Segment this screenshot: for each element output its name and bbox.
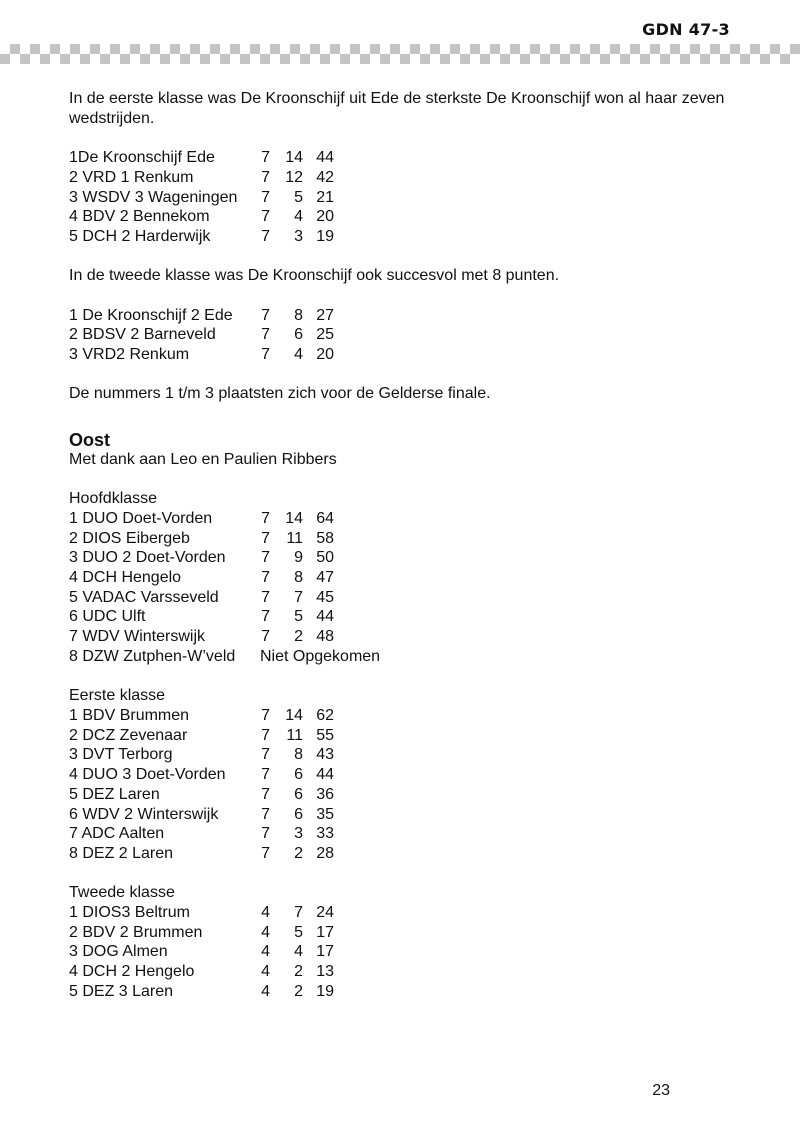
team-name: 6 UDC Ulft — [69, 608, 146, 626]
score: 55 — [316, 726, 334, 744]
table-row — [69, 824, 334, 844]
table-row — [69, 706, 334, 726]
points: 3 — [294, 227, 303, 245]
matches-played: 7 — [261, 706, 270, 724]
table-row — [69, 207, 334, 227]
score: 19 — [316, 982, 334, 1000]
table-row — [69, 607, 334, 627]
row-note: Niet Opgekomen — [260, 647, 381, 665]
table-row — [69, 529, 334, 549]
matches-played: 7 — [261, 509, 270, 527]
matches-played: 7 — [261, 529, 270, 547]
matches-played: 7 — [261, 825, 270, 843]
points: 14 — [285, 149, 303, 167]
score: 20 — [316, 208, 334, 226]
score: 58 — [316, 529, 334, 547]
score: 20 — [316, 346, 334, 364]
eerste-klasse-table — [69, 706, 334, 864]
table-row — [69, 903, 334, 923]
table-row — [69, 306, 334, 326]
score: 62 — [316, 706, 334, 724]
page-content — [69, 89, 739, 1002]
score: 48 — [316, 628, 334, 646]
team-name: 3 VRD2 Renkum — [69, 346, 190, 364]
score: 45 — [316, 588, 334, 606]
matches-played: 7 — [261, 785, 270, 803]
score: 44 — [316, 149, 334, 167]
points: 7 — [294, 904, 303, 921]
points: 4 — [294, 943, 303, 961]
team-name: 3 DOG Almen — [69, 943, 168, 961]
table-row — [69, 785, 334, 805]
table-row — [69, 148, 334, 168]
matches-played: 4 — [261, 963, 270, 981]
team-name: 2 VRD 1 Renkum — [69, 168, 194, 186]
team-name: 2 DIOS Eibergeb — [69, 529, 190, 547]
points: 2 — [294, 963, 303, 981]
matches-played: 7 — [261, 766, 270, 784]
table-row — [69, 923, 334, 943]
points: 8 — [294, 306, 303, 324]
matches-played: 4 — [261, 923, 270, 941]
team-name: 2 DCZ Zevenaar — [69, 726, 188, 744]
team-name: 7 ADC Aalten — [69, 825, 165, 843]
table-row — [69, 188, 334, 208]
team-name: 5 DCH 2 Harderwijk — [69, 227, 211, 245]
tweede-klasse-title: Tweede klasse — [69, 884, 175, 902]
score: 64 — [316, 509, 334, 527]
score: 47 — [316, 569, 334, 587]
score: 17 — [316, 943, 334, 961]
table-row — [69, 548, 334, 568]
points: 11 — [286, 529, 303, 547]
standings-table-2 — [69, 306, 334, 365]
standings-table-1 — [69, 148, 334, 247]
team-name: 4 DCH 2 Hengelo — [69, 963, 195, 981]
points: 11 — [286, 726, 303, 744]
score: 50 — [316, 549, 334, 567]
score: 27 — [316, 306, 334, 324]
matches-played: 7 — [261, 149, 270, 167]
points: 8 — [294, 746, 303, 764]
score: 44 — [316, 766, 334, 784]
points: 6 — [294, 805, 303, 823]
team-name: 1 DUO Doet-Vorden — [69, 509, 213, 527]
eerste-klasse-title: Eerste klasse — [69, 687, 166, 705]
matches-played: 7 — [261, 326, 270, 344]
points: 14 — [285, 509, 303, 527]
points: 12 — [285, 168, 303, 186]
team-name: 2 BDSV 2 Barneveld — [69, 326, 216, 344]
points: 7 — [294, 588, 303, 606]
checkered-banner — [0, 44, 800, 64]
team-name: 5 DEZ Laren — [69, 785, 160, 803]
team-name: 8 DZW Zutphen-W’veld — [69, 647, 236, 665]
points: 2 — [294, 628, 303, 646]
team-name: 1 BDV Brummen — [69, 706, 190, 724]
team-name: 7 WDV Winterswijk — [69, 628, 206, 646]
score: 44 — [316, 608, 334, 626]
tweede-klasse-table — [69, 903, 334, 1002]
table-row — [69, 568, 334, 588]
matches-played: 7 — [261, 726, 270, 744]
points: 6 — [294, 326, 303, 344]
team-name: 5 DEZ 3 Laren — [69, 982, 174, 1000]
team-name: 4 DUO 3 Doet-Vorden — [69, 766, 226, 784]
score: 25 — [316, 326, 334, 344]
score: 17 — [316, 923, 334, 941]
hoofdklasse-table — [69, 509, 334, 647]
team-name: 1De Kroonschijf Ede — [69, 149, 215, 167]
intro-paragraph: In de eerste klasse was De Kroonschijf uit Ede de sterkste De Kroonschijf won al haar zeven wedstrijden. — [69, 90, 725, 127]
points: 3 — [294, 825, 303, 843]
points: 5 — [294, 608, 303, 626]
table-row — [69, 227, 334, 247]
matches-played: 7 — [261, 549, 270, 567]
team-name: 3 WSDV 3 Wageningen — [69, 188, 238, 206]
table-row — [69, 168, 334, 188]
table-row — [69, 588, 334, 608]
paragraph-final-note: De nummers 1 t/m 3 plaatsten zich voor de Gelderse finale. — [69, 385, 491, 403]
matches-played: 4 — [261, 982, 270, 1000]
matches-played: 7 — [261, 168, 270, 186]
matches-played: 7 — [261, 227, 270, 245]
matches-played: 7 — [261, 569, 270, 587]
matches-played: 7 — [261, 628, 270, 646]
points: 2 — [294, 982, 303, 1000]
score: 42 — [316, 168, 334, 186]
table-row — [69, 509, 334, 529]
matches-played: 4 — [261, 943, 270, 961]
score: 19 — [316, 227, 334, 245]
table-row — [69, 726, 334, 746]
paragraph-second-class: In de tweede klasse was De Kroonschijf ook succesvol met 8 punten. — [69, 267, 560, 285]
score: 33 — [316, 825, 334, 843]
team-name: 3 DUO 2 Doet-Vorden — [69, 549, 226, 567]
team-name: 3 DVT Terborg — [69, 746, 173, 764]
page-number: 23 — [652, 1082, 670, 1099]
table-row — [69, 627, 334, 647]
points: 8 — [294, 569, 303, 587]
section-heading: Oost — [69, 429, 111, 450]
table-row — [69, 982, 334, 1002]
matches-played: 7 — [261, 746, 270, 764]
table-row — [69, 647, 380, 667]
team-name: 1 DIOS3 Beltrum — [69, 904, 190, 921]
score: 21 — [316, 188, 334, 206]
table-row — [69, 962, 334, 982]
hoofdklasse-last-row-table — [69, 647, 380, 667]
table-row — [69, 325, 334, 345]
table-row — [69, 765, 334, 785]
table-row — [69, 805, 334, 825]
matches-played: 7 — [261, 346, 270, 364]
points: 9 — [294, 549, 303, 567]
table-row — [69, 942, 334, 962]
points: 4 — [294, 208, 303, 226]
score: 36 — [316, 785, 334, 803]
score: 28 — [316, 844, 334, 862]
table-row — [69, 745, 334, 765]
score: 13 — [316, 963, 334, 981]
points: 14 — [285, 706, 303, 724]
team-name: 5 VADAC Varsseveld — [69, 588, 219, 606]
section-credit: Met dank aan Leo en Paulien Ribbers — [69, 450, 337, 468]
team-name: 2 BDV 2 Brummen — [69, 923, 203, 941]
matches-played: 7 — [261, 844, 270, 862]
matches-played: 4 — [261, 904, 270, 921]
matches-played: 7 — [261, 608, 270, 626]
issue-code: GDN 47-3 — [642, 20, 730, 39]
matches-played: 7 — [261, 588, 270, 606]
team-name: 4 BDV 2 Bennekom — [69, 208, 210, 226]
matches-played: 7 — [261, 306, 270, 324]
team-name: 1 De Kroonschijf 2 Ede — [69, 306, 233, 324]
matches-played: 7 — [261, 805, 270, 823]
points: 5 — [294, 188, 303, 206]
points: 5 — [294, 923, 303, 941]
matches-played: 7 — [261, 208, 270, 226]
team-name: 8 DEZ 2 Laren — [69, 844, 174, 862]
points: 6 — [294, 785, 303, 803]
score: 35 — [316, 805, 334, 823]
score: 24 — [316, 904, 334, 921]
score: 43 — [316, 746, 334, 764]
points: 6 — [294, 766, 303, 784]
table-row — [69, 844, 334, 864]
points: 2 — [294, 844, 303, 862]
table-row — [69, 345, 334, 365]
team-name: 6 WDV 2 Winterswijk — [69, 805, 219, 823]
matches-played: 7 — [261, 188, 270, 206]
points: 4 — [294, 346, 303, 364]
hoofdklasse-title: Hoofdklasse — [69, 490, 158, 508]
team-name: 4 DCH Hengelo — [69, 569, 182, 587]
